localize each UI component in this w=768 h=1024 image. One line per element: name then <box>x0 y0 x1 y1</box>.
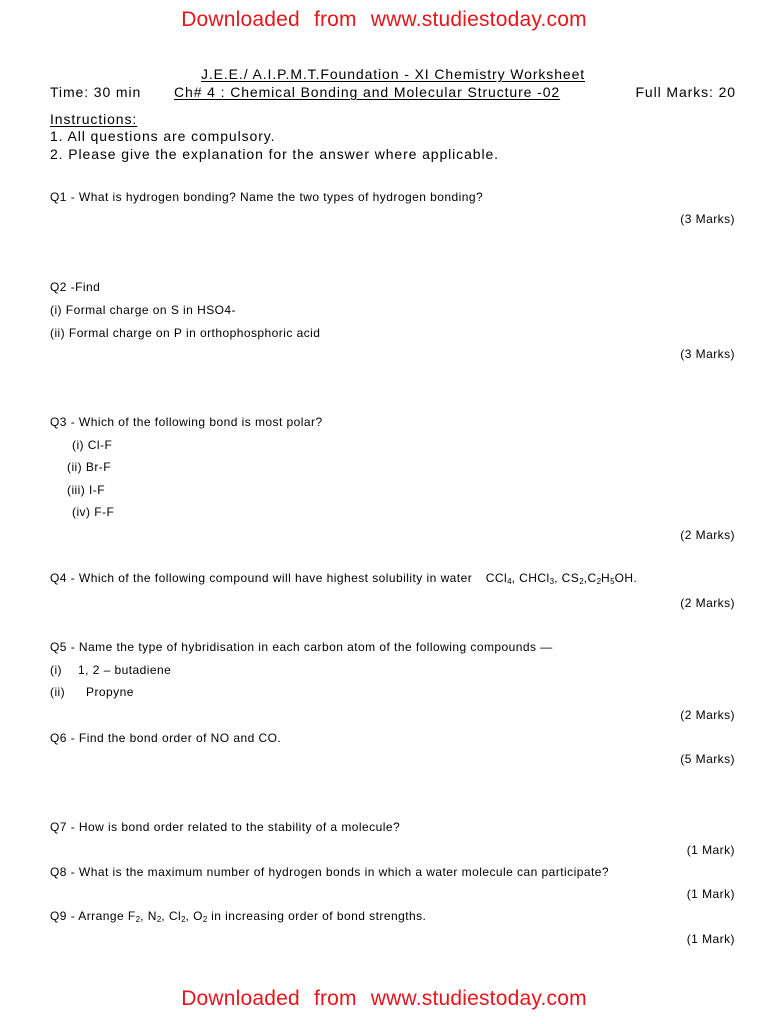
question-4-text: Q4 - Which of the following compound will have highest solubility in water <box>50 571 473 585</box>
banner-word-downloaded: Downloaded <box>181 987 300 1010</box>
worksheet-title-text: J.E.E./ A.I.P.M.T.Foundation - XI Chemistry Worksheet <box>200 66 586 82</box>
question-5-part-i-num: (i) <box>50 663 63 677</box>
question-5-marks: (2 Marks) <box>680 708 735 722</box>
question-5-part-ii-label: Propyne <box>86 685 134 699</box>
question-4-marks: (2 Marks) <box>680 596 735 610</box>
formula-subscript: 2 <box>579 577 584 586</box>
question-3: Q3 - Which of the following bond is most polar? <box>50 415 323 429</box>
question-6: Q6 - Find the bond order of NO and CO. <box>50 731 282 745</box>
question-2: Q2 -Find <box>50 280 101 294</box>
question-9-text: Q9 - Arrange F <box>50 909 136 923</box>
formula-part: H <box>601 571 611 585</box>
question-7: Q7 - How is bond order related to the stability of a molecule? <box>50 820 401 834</box>
formula-part: CCl <box>485 571 508 585</box>
banner-word-from: from <box>313 8 357 31</box>
formula-part: ,C <box>583 571 597 585</box>
question-4 <box>50 571 637 586</box>
question-2-part-i: (i) Formal charge on S in HSO4- <box>50 303 237 317</box>
question-1: Q1 - What is hydrogen bonding? Name the two types of hydrogen bonding? <box>50 190 484 204</box>
question-8-marks: (1 Mark) <box>686 887 735 901</box>
instruction-item: 2. Please give the explanation for the answer where applicable. <box>50 146 499 162</box>
formula-subscript: 5 <box>610 577 615 586</box>
banner-site-link[interactable]: www.studiestoday.com <box>370 8 587 31</box>
question-9-text: , O <box>185 909 203 923</box>
formula-part: , CHCl <box>511 571 550 585</box>
question-9-text: in increasing order of bond strengths. <box>207 909 427 923</box>
question-7-marks: (1 Mark) <box>686 843 735 857</box>
download-banner-bottom <box>0 987 768 1011</box>
time-limit: Time: 30 min <box>50 84 142 100</box>
question-5-part-ii-num: (ii) <box>50 685 66 699</box>
instructions-heading: Instructions: <box>50 111 138 127</box>
full-marks: Full Marks: 20 <box>635 84 736 100</box>
formula-subscript: 2 <box>596 577 602 586</box>
question-3-option-iii: (iii) I-F <box>67 483 106 497</box>
question-2-part-ii: (ii) Formal charge on P in orthophosphoric acid <box>50 326 321 340</box>
question-3-marks: (2 Marks) <box>680 528 735 542</box>
banner-word-from: from <box>313 987 357 1010</box>
banner-site-link[interactable]: www.studiestoday.com <box>370 987 587 1010</box>
formula-subscript: 2 <box>135 915 141 924</box>
formula-subscript: 3 <box>549 577 555 586</box>
worksheet-title <box>0 66 768 82</box>
question-8: Q8 - What is the maximum number of hydrogen bonds in which a water molecule can participate? <box>50 865 609 879</box>
question-9-text: , N <box>140 909 157 923</box>
question-5-part-i-label: 1, 2 – butadiene <box>78 663 172 677</box>
question-2-marks: (3 Marks) <box>680 347 735 361</box>
banner-word-downloaded: Downloaded <box>181 8 300 31</box>
formula-subscript: 4 <box>507 577 512 586</box>
question-5: Q5 - Name the type of hybridisation in each carbon atom of the following compounds — <box>50 640 553 654</box>
question-3-option-iv: (iv) F-F <box>72 505 115 519</box>
question-4-compounds <box>486 571 638 585</box>
formula-subscript: 2 <box>202 915 208 924</box>
question-6-marks: (5 Marks) <box>680 752 735 766</box>
question-3-option-i: (i) Cl-F <box>72 438 113 452</box>
download-banner-top <box>0 8 768 32</box>
formula-subscript: 2 <box>156 915 162 924</box>
question-9-text: , Cl <box>161 909 182 923</box>
chapter-title: Ch# 4 : Chemical Bonding and Molecular Structure -02 <box>174 84 561 100</box>
formula-subscript: 2 <box>181 915 186 924</box>
question-1-marks: (3 Marks) <box>680 212 735 226</box>
instruction-item: 1. All questions are compulsory. <box>50 128 276 144</box>
question-9-marks: (1 Mark) <box>686 932 735 946</box>
question-9 <box>50 909 426 924</box>
worksheet-meta-row <box>50 84 736 102</box>
formula-part: OH. <box>614 571 638 585</box>
formula-part: , CS <box>554 571 580 585</box>
question-3-option-ii: (ii) Br-F <box>67 460 112 474</box>
